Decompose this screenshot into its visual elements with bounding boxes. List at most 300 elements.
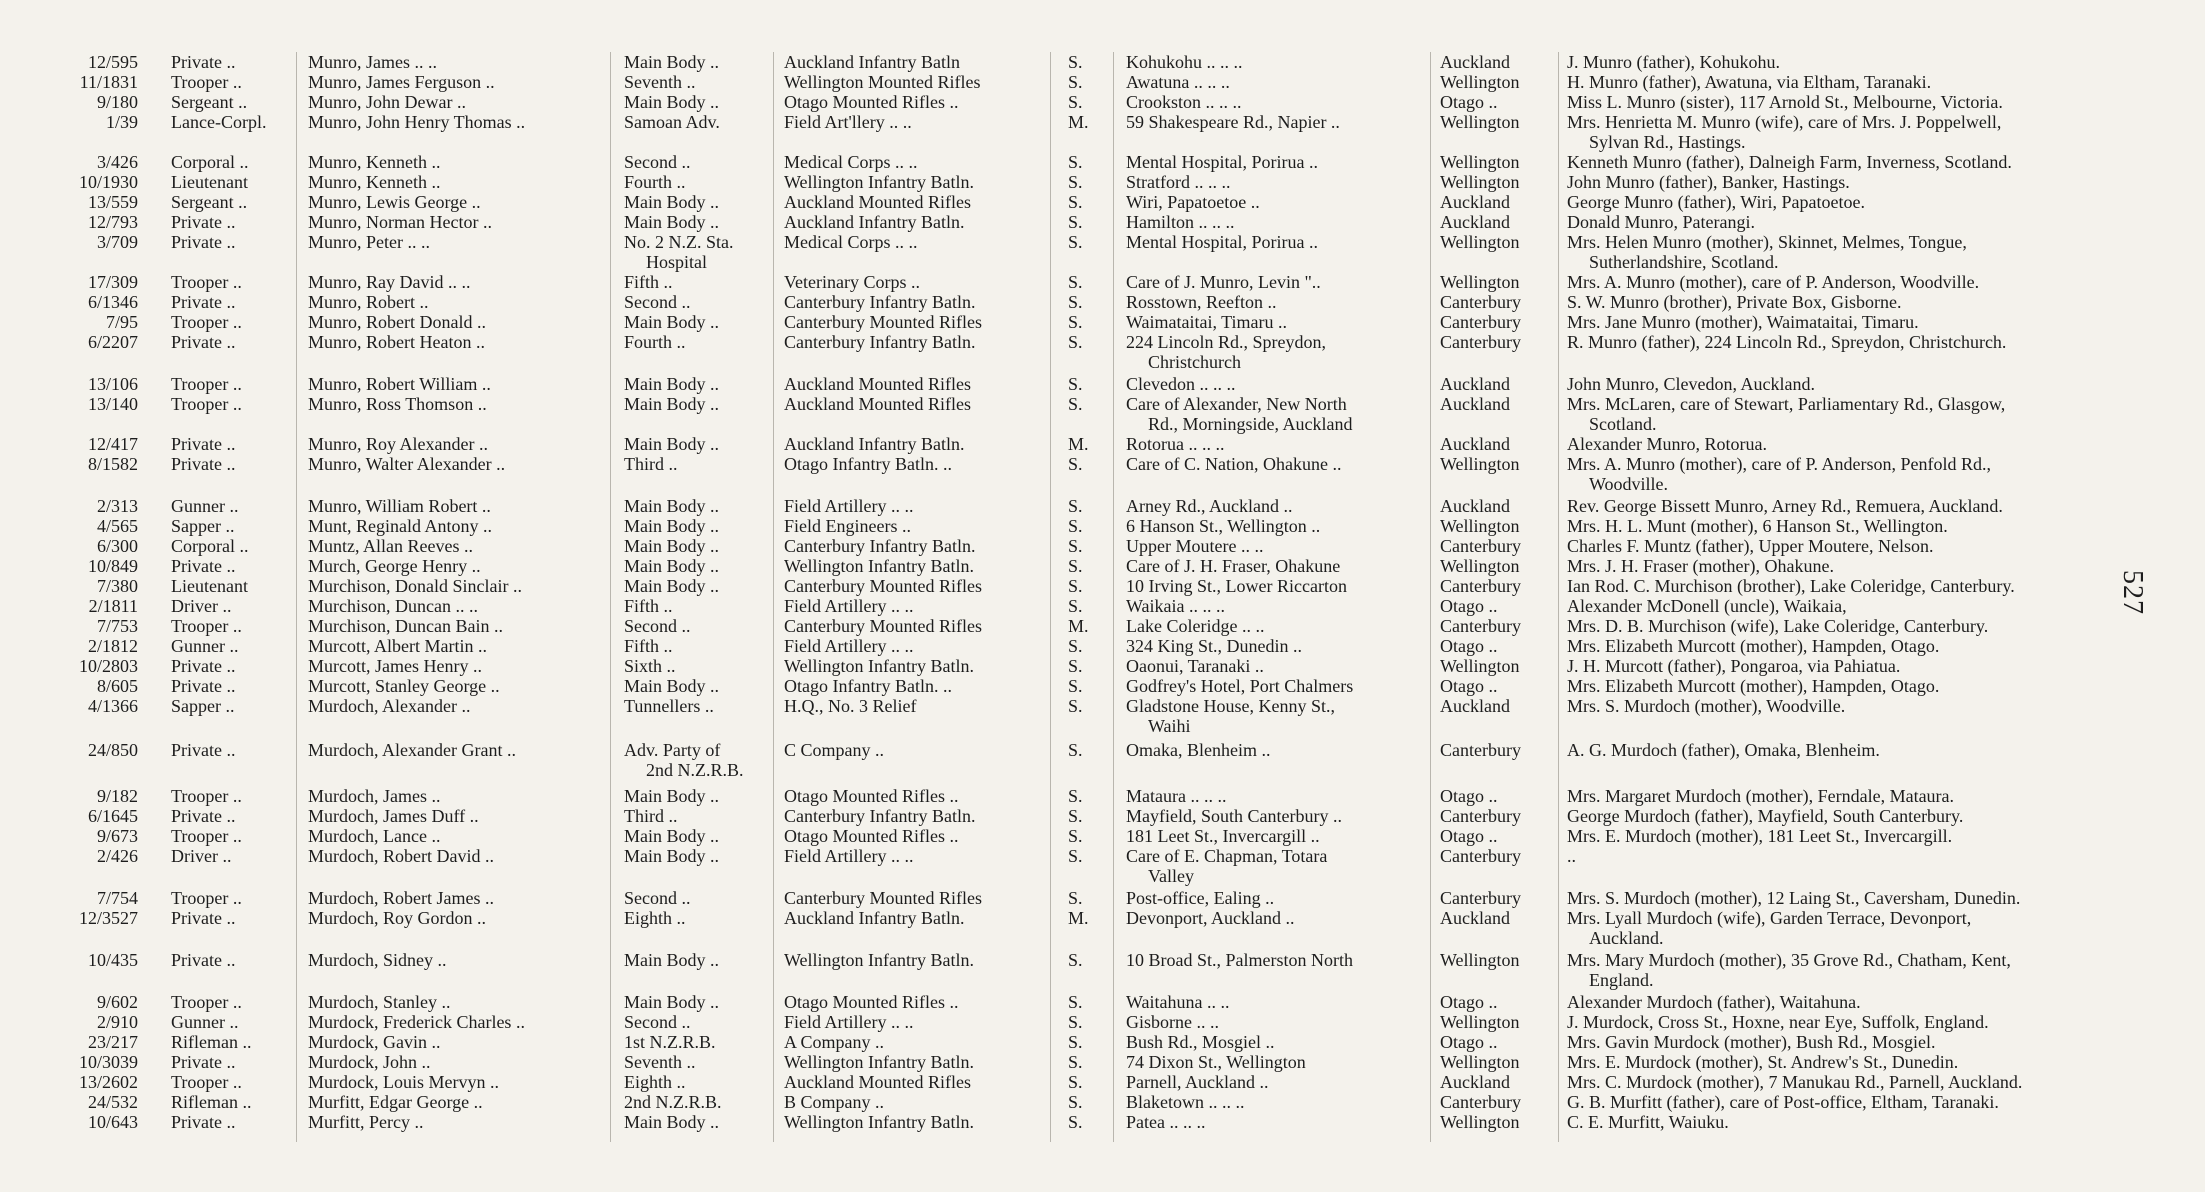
cell-unit: Fifth .. <box>624 596 673 616</box>
cell-name: Munro, Kenneth .. <box>308 172 441 192</box>
cell-address: 324 King St., Dunedin .. <box>1126 636 1303 656</box>
cell-district: Otago .. <box>1440 596 1498 616</box>
cell-name: Murdoch, Robert James .. <box>308 888 494 908</box>
cell-unit-continuation: 2nd N.Z.R.B. <box>646 760 744 780</box>
cell-next-of-kin: George Munro (father), Wiri, Papatoetoe. <box>1567 192 1866 212</box>
table-row <box>0 374 2205 394</box>
cell-corps: Canterbury Mounted Rifles <box>784 888 982 908</box>
cell-next-of-kin: Mrs. A. Munro (mother), care of P. Anderson, Penfold Rd., <box>1567 454 1991 474</box>
cell-next-of-kin: Mrs. Mary Murdoch (mother), 35 Grove Rd., Chatham, Kent, <box>1567 950 2011 970</box>
cell-regimental-number: 13/140 <box>87 394 138 414</box>
cell-regimental-number: 12/595 <box>87 52 138 72</box>
cell-unit: Main Body .. <box>624 192 720 212</box>
cell-corps: Field Art'llery .. .. <box>784 112 912 132</box>
cell-unit: Tunnellers .. <box>624 696 714 716</box>
cell-next-of-kin: Mrs. J. H. Fraser (mother), Ohakune. <box>1567 556 1834 576</box>
cell-next-of-kin: George Murdoch (father), Mayfield, South Canterbury. <box>1567 806 1964 826</box>
cell-marital-status: M. <box>1068 616 1089 636</box>
cell-unit: Fifth .. <box>624 636 673 656</box>
cell-corps: Otago Mounted Rifles .. <box>784 826 959 846</box>
cell-regimental-number: 24/850 <box>87 740 138 760</box>
cell-unit: Main Body .. <box>624 434 720 454</box>
cell-next-of-kin: Mrs. E. Murdoch (mother), 181 Leet St., Invercargill. <box>1567 826 1953 846</box>
table-row <box>0 496 2205 516</box>
cell-rank: Sapper .. <box>171 696 235 716</box>
cell-name: Murchison, Donald Sinclair .. <box>308 576 522 596</box>
cell-unit: Main Body .. <box>624 516 720 536</box>
cell-unit: Seventh .. <box>624 1052 696 1072</box>
cell-corps: Auckland Mounted Rifles <box>784 394 971 414</box>
cell-rank: Private .. <box>171 454 236 474</box>
cell-next-of-kin: Kenneth Munro (father), Dalneigh Farm, Inverness, Scotland. <box>1567 152 2012 172</box>
table-row <box>0 1112 2205 1132</box>
cell-unit: Main Body .. <box>624 1112 720 1132</box>
table-row <box>0 676 2205 696</box>
cell-next-of-kin: Mrs. Lyall Murdoch (wife), Garden Terrace, Devonport, <box>1567 908 1972 928</box>
cell-corps: Field Engineers .. <box>784 516 911 536</box>
cell-regimental-number: 17/309 <box>87 272 138 292</box>
table-row <box>0 616 2205 636</box>
cell-unit: Main Body .. <box>624 212 720 232</box>
cell-district: Auckland <box>1440 52 1510 72</box>
cell-regimental-number: 1/39 <box>105 112 138 132</box>
cell-next-of-kin: Mrs. D. B. Murchison (wife), Lake Coleridge, Canterbury. <box>1567 616 1989 636</box>
cell-district: Wellington <box>1440 454 1520 474</box>
cell-unit: Main Body .. <box>624 846 720 866</box>
cell-address: Clevedon .. .. .. <box>1126 374 1236 394</box>
cell-district: Otago .. <box>1440 92 1498 112</box>
cell-marital-status: S. <box>1068 1012 1083 1032</box>
cell-regimental-number: 10/643 <box>87 1112 138 1132</box>
cell-address: Parnell, Auckland .. <box>1126 1072 1269 1092</box>
cell-district: Auckland <box>1440 192 1510 212</box>
cell-unit: Main Body .. <box>624 92 720 112</box>
cell-address: Care of Alexander, New North <box>1126 394 1347 414</box>
cell-next-of-kin: G. B. Murfitt (father), care of Post-office, Eltham, Taranaki. <box>1567 1092 1999 1112</box>
cell-next-of-kin: Mrs. Jane Munro (mother), Waimataitai, Timaru. <box>1567 312 1919 332</box>
cell-name: Munro, James Ferguson .. <box>308 72 495 92</box>
cell-district: Auckland <box>1440 434 1510 454</box>
cell-regimental-number: 8/605 <box>96 676 138 696</box>
cell-district: Wellington <box>1440 72 1520 92</box>
cell-address: Godfrey's Hotel, Port Chalmers <box>1126 676 1354 696</box>
table-row <box>0 536 2205 556</box>
cell-marital-status: S. <box>1068 312 1083 332</box>
cell-next-of-kin: Mrs. A. Munro (mother), care of P. Anderson, Woodville. <box>1567 272 1980 292</box>
cell-address: 59 Shakespeare Rd., Napier .. <box>1126 112 1340 132</box>
cell-marital-status: S. <box>1068 676 1083 696</box>
cell-district: Wellington <box>1440 272 1520 292</box>
cell-address: Mental Hospital, Porirua .. <box>1126 152 1318 172</box>
cell-unit: Main Body .. <box>624 992 720 1012</box>
table-row <box>0 656 2205 676</box>
cell-address: Gladstone House, Kenny St., <box>1126 696 1335 716</box>
cell-corps: B Company .. <box>784 1092 885 1112</box>
cell-district: Otago .. <box>1440 786 1498 806</box>
cell-marital-status: S. <box>1068 92 1083 112</box>
table-row <box>0 312 2205 332</box>
cell-rank: Trooper .. <box>171 1072 242 1092</box>
cell-name: Munro, Norman Hector .. <box>308 212 492 232</box>
cell-rank: Private .. <box>171 908 236 928</box>
cell-rank: Private .. <box>171 292 236 312</box>
cell-name: Munro, Kenneth .. <box>308 152 441 172</box>
cell-unit: Adv. Party of <box>624 740 721 760</box>
cell-district: Auckland <box>1440 696 1510 716</box>
table-row <box>0 1032 2205 1052</box>
table-row <box>0 888 2205 908</box>
cell-district: Wellington <box>1440 1052 1520 1072</box>
cell-district: Canterbury <box>1440 806 1521 826</box>
cell-rank: Rifleman .. <box>171 1032 252 1052</box>
cell-marital-status: S. <box>1068 516 1083 536</box>
cell-next-of-kin: Alexander McDonell (uncle), Waikaia, <box>1567 596 1847 616</box>
cell-district: Canterbury <box>1440 1092 1521 1112</box>
cell-marital-status: S. <box>1068 826 1083 846</box>
cell-regimental-number: 8/1582 <box>87 454 138 474</box>
cell-corps: Wellington Mounted Rifles <box>784 72 981 92</box>
cell-next-of-kin: Alexander Munro, Rotorua. <box>1567 434 1767 454</box>
cell-district: Otago .. <box>1440 826 1498 846</box>
cell-next-of-kin: Mrs. Elizabeth Murcott (mother), Hampden, Otago. <box>1567 676 1940 696</box>
cell-marital-status: S. <box>1068 332 1083 352</box>
cell-name: Munro, Lewis George .. <box>308 192 481 212</box>
cell-regimental-number: 6/1645 <box>87 806 138 826</box>
cell-name: Murcott, James Henry .. <box>308 656 482 676</box>
cell-rank: Trooper .. <box>171 72 242 92</box>
table-row <box>0 332 2205 372</box>
cell-marital-status: S. <box>1068 212 1083 232</box>
table-row <box>0 232 2205 272</box>
cell-unit-continuation: Hospital <box>646 252 707 272</box>
cell-name: Munro, John Henry Thomas .. <box>308 112 526 132</box>
cell-corps: Otago Infantry Batln. .. <box>784 676 952 696</box>
cell-unit: Main Body .. <box>624 786 720 806</box>
cell-unit: No. 2 N.Z. Sta. <box>624 232 734 252</box>
cell-unit: Sixth .. <box>624 656 676 676</box>
table-row <box>0 192 2205 212</box>
cell-next-of-kin: Miss L. Munro (sister), 117 Arnold St., Melbourne, Victoria. <box>1567 92 2003 112</box>
table-row <box>0 826 2205 846</box>
table-row <box>0 696 2205 736</box>
cell-name: Murfitt, Edgar George .. <box>308 1092 483 1112</box>
cell-name: Murdoch, Alexander Grant .. <box>308 740 516 760</box>
cell-address: Stratford .. .. .. <box>1126 172 1231 192</box>
cell-next-of-kin: J. H. Murcott (father), Pongaroa, via Pahiatua. <box>1567 656 1901 676</box>
cell-next-of-kin: Mrs. H. L. Munt (mother), 6 Hanson St., Wellington. <box>1567 516 1948 536</box>
cell-regimental-number: 12/793 <box>87 212 138 232</box>
cell-address: Mental Hospital, Porirua .. <box>1126 232 1318 252</box>
table-row <box>0 1092 2205 1112</box>
cell-marital-status: S. <box>1068 1032 1083 1052</box>
cell-address: Bush Rd., Mosgiel .. <box>1126 1032 1275 1052</box>
cell-regimental-number: 6/2207 <box>87 332 138 352</box>
table-row <box>0 152 2205 172</box>
cell-regimental-number: 24/532 <box>87 1092 138 1112</box>
cell-unit: 2nd N.Z.R.B. <box>624 1092 722 1112</box>
cell-address: Rotorua .. .. .. <box>1126 434 1225 454</box>
cell-address: Care of J. H. Fraser, Ohakune <box>1126 556 1341 576</box>
cell-rank: Private .. <box>171 434 236 454</box>
cell-corps: Canterbury Infantry Batln. <box>784 332 976 352</box>
cell-district: Auckland <box>1440 394 1510 414</box>
cell-district: Canterbury <box>1440 292 1521 312</box>
cell-rank: Sergeant .. <box>171 192 248 212</box>
cell-address: Kohukohu .. .. .. <box>1126 52 1243 72</box>
cell-marital-status: S. <box>1068 1112 1083 1132</box>
cell-unit: Second .. <box>624 1012 691 1032</box>
cell-rank: Trooper .. <box>171 992 242 1012</box>
cell-unit: Main Body .. <box>624 394 720 414</box>
cell-corps: Medical Corps .. .. <box>784 232 918 252</box>
cell-next-of-kin: J. Murdock, Cross St., Hoxne, near Eye, Suffolk, England. <box>1567 1012 1989 1032</box>
cell-district: Otago .. <box>1440 636 1498 656</box>
cell-next-of-kin: R. Munro (father), 224 Lincoln Rd., Spreydon, Christchurch. <box>1567 332 2007 352</box>
cell-district: Auckland <box>1440 1072 1510 1092</box>
table-row <box>0 272 2205 292</box>
cell-next-of-kin: John Munro, Clevedon, Auckland. <box>1567 374 1815 394</box>
cell-address: Post-office, Ealing .. <box>1126 888 1275 908</box>
cell-address: Crookston .. .. .. <box>1126 92 1242 112</box>
cell-address: Waikaia .. .. .. <box>1126 596 1226 616</box>
cell-district: Canterbury <box>1440 576 1521 596</box>
cell-corps: Medical Corps .. .. <box>784 152 918 172</box>
cell-rank: Lance-Corpl. <box>171 112 267 132</box>
cell-address-continuation: Rd., Morningside, Auckland <box>1148 414 1353 434</box>
cell-name: Munro, Roy Alexander .. <box>308 434 488 454</box>
cell-address: 10 Broad St., Palmerston North <box>1126 950 1353 970</box>
cell-marital-status: S. <box>1068 1092 1083 1112</box>
cell-corps: Field Artillery .. .. <box>784 596 914 616</box>
cell-address: 6 Hanson St., Wellington .. <box>1126 516 1321 536</box>
cell-regimental-number: 10/849 <box>87 556 138 576</box>
cell-next-of-kin-continuation: Auckland. <box>1589 928 1664 948</box>
table-row <box>0 786 2205 806</box>
cell-next-of-kin: Ian Rod. C. Murchison (brother), Lake Coleridge, Canterbury. <box>1567 576 2015 596</box>
cell-next-of-kin-continuation: England. <box>1589 970 1654 990</box>
cell-name: Murdock, John .. <box>308 1052 431 1072</box>
cell-name: Munro, Robert Heaton .. <box>308 332 485 352</box>
cell-address: Gisborne .. .. <box>1126 1012 1219 1032</box>
cell-district: Wellington <box>1440 1112 1520 1132</box>
cell-corps: Field Artillery .. .. <box>784 496 914 516</box>
cell-regimental-number: 2/313 <box>96 496 138 516</box>
cell-corps: Otago Mounted Rifles .. <box>784 92 959 112</box>
cell-address: Care of J. Munro, Levin ".. <box>1126 272 1321 292</box>
cell-corps: Canterbury Infantry Batln. <box>784 292 976 312</box>
cell-next-of-kin: Mrs. C. Murdock (mother), 7 Manukau Rd., Parnell, Auckland. <box>1567 1072 2023 1092</box>
cell-address: Hamilton .. .. .. <box>1126 212 1235 232</box>
cell-marital-status: S. <box>1068 232 1083 252</box>
cell-unit: Main Body .. <box>624 576 720 596</box>
cell-next-of-kin: Alexander Murdoch (father), Waitahuna. <box>1567 992 1861 1012</box>
cell-regimental-number: 12/417 <box>87 434 138 454</box>
cell-address: Oaonui, Taranaki .. <box>1126 656 1264 676</box>
cell-name: Munro, Walter Alexander .. <box>308 454 506 474</box>
cell-marital-status: S. <box>1068 72 1083 92</box>
table-row <box>0 72 2205 92</box>
cell-rank: Trooper .. <box>171 826 242 846</box>
cell-name: Murchison, Duncan Bain .. <box>308 616 503 636</box>
cell-district: Wellington <box>1440 516 1520 536</box>
cell-district: Wellington <box>1440 1012 1520 1032</box>
cell-regimental-number: 2/1812 <box>87 636 138 656</box>
cell-marital-status: S. <box>1068 656 1083 676</box>
cell-next-of-kin-continuation: Sylvan Rd., Hastings. <box>1589 132 1746 152</box>
cell-name: Murdock, Gavin .. <box>308 1032 441 1052</box>
cell-name: Murcott, Stanley George .. <box>308 676 500 696</box>
cell-corps: Canterbury Mounted Rifles <box>784 616 982 636</box>
cell-unit: Main Body .. <box>624 536 720 556</box>
table-row <box>0 52 2205 72</box>
cell-district: Canterbury <box>1440 846 1521 866</box>
cell-regimental-number: 6/300 <box>96 536 138 556</box>
cell-next-of-kin: Mrs. Margaret Murdoch (mother), Ferndale, Mataura. <box>1567 786 1955 806</box>
cell-marital-status: S. <box>1068 992 1083 1012</box>
cell-next-of-kin: .. <box>1567 846 1576 866</box>
table-row <box>0 1012 2205 1032</box>
cell-name: Munro, James .. .. <box>308 52 437 72</box>
cell-corps: Auckland Mounted Rifles <box>784 192 971 212</box>
cell-corps: Field Artillery .. .. <box>784 846 914 866</box>
cell-regimental-number: 13/559 <box>87 192 138 212</box>
cell-marital-status: S. <box>1068 192 1083 212</box>
cell-unit: Main Body .. <box>624 496 720 516</box>
cell-unit: Main Body .. <box>624 556 720 576</box>
cell-address-continuation: Christchurch <box>1148 352 1241 372</box>
cell-district: Canterbury <box>1440 312 1521 332</box>
cell-corps: Wellington Infantry Batln. <box>784 1052 975 1072</box>
table-row <box>0 846 2205 886</box>
cell-unit: Third .. <box>624 806 678 826</box>
cell-unit: Fourth .. <box>624 332 686 352</box>
cell-corps: C Company .. <box>784 740 885 760</box>
table-row <box>0 1072 2205 1092</box>
cell-address: Lake Coleridge .. .. <box>1126 616 1265 636</box>
table-row <box>0 212 2205 232</box>
cell-address-continuation: Valley <box>1148 866 1194 886</box>
cell-next-of-kin-continuation: Scotland. <box>1589 414 1657 434</box>
cell-regimental-number: 7/380 <box>96 576 138 596</box>
cell-regimental-number: 9/602 <box>96 992 138 1012</box>
cell-address: Patea .. .. .. <box>1126 1112 1206 1132</box>
cell-rank: Gunner .. <box>171 1012 239 1032</box>
table-row <box>0 596 2205 616</box>
cell-unit: Fourth .. <box>624 172 686 192</box>
cell-marital-status: S. <box>1068 52 1083 72</box>
table-row <box>0 992 2205 1012</box>
cell-next-of-kin: Mrs. McLaren, care of Stewart, Parliamentary Rd., Glasgow, <box>1567 394 2006 414</box>
cell-corps: Auckland Mounted Rifles <box>784 374 971 394</box>
cell-rank: Driver .. <box>171 846 232 866</box>
cell-regimental-number: 4/1366 <box>87 696 138 716</box>
cell-rank: Private .. <box>171 1052 236 1072</box>
cell-next-of-kin: C. E. Murfitt, Waiuku. <box>1567 1112 1729 1132</box>
cell-next-of-kin: H. Munro (father), Awatuna, via Eltham, Taranaki. <box>1567 72 1932 92</box>
cell-marital-status: S. <box>1068 394 1083 414</box>
cell-address: Wiri, Papatoetoe .. <box>1126 192 1260 212</box>
cell-corps: Auckland Infantry Batln <box>784 52 960 72</box>
cell-regimental-number: 7/754 <box>96 888 138 908</box>
cell-rank: Driver .. <box>171 596 232 616</box>
table-row <box>0 950 2205 990</box>
cell-rank: Corporal .. <box>171 152 249 172</box>
cell-district: Otago .. <box>1440 1032 1498 1052</box>
cell-name: Murfitt, Percy .. <box>308 1112 424 1132</box>
cell-corps: Wellington Infantry Batln. <box>784 1112 975 1132</box>
cell-address: 10 Irving St., Lower Riccarton <box>1126 576 1347 596</box>
table-row <box>0 292 2205 312</box>
cell-rank: Trooper .. <box>171 374 242 394</box>
cell-corps: Field Artillery .. .. <box>784 636 914 656</box>
cell-district: Canterbury <box>1440 888 1521 908</box>
cell-regimental-number: 23/217 <box>87 1032 138 1052</box>
cell-address: Omaka, Blenheim .. <box>1126 740 1271 760</box>
cell-corps: Wellington Infantry Batln. <box>784 556 975 576</box>
cell-next-of-kin: J. Munro (father), Kohukohu. <box>1567 52 1780 72</box>
cell-regimental-number: 13/106 <box>87 374 138 394</box>
cell-address: 224 Lincoln Rd., Spreydon, <box>1126 332 1326 352</box>
cell-rank: Corporal .. <box>171 536 249 556</box>
cell-district: Wellington <box>1440 232 1520 252</box>
cell-address: Care of E. Chapman, Totara <box>1126 846 1328 866</box>
cell-corps: Canterbury Infantry Batln. <box>784 806 976 826</box>
cell-unit: Main Body .. <box>624 374 720 394</box>
cell-corps: Veterinary Corps .. <box>784 272 920 292</box>
cell-unit: Main Body .. <box>624 676 720 696</box>
cell-marital-status: S. <box>1068 696 1083 716</box>
cell-regimental-number: 10/2803 <box>78 656 138 676</box>
cell-rank: Trooper .. <box>171 616 242 636</box>
page-number: 527 <box>2117 570 2148 615</box>
cell-rank: Sapper .. <box>171 516 235 536</box>
cell-marital-status: S. <box>1068 272 1083 292</box>
cell-marital-status: S. <box>1068 888 1083 908</box>
cell-marital-status: S. <box>1068 846 1083 866</box>
cell-district: Auckland <box>1440 374 1510 394</box>
cell-unit: Samoan Adv. <box>624 112 720 132</box>
cell-corps: Otago Mounted Rifles .. <box>784 786 959 806</box>
cell-address: Waitahuna .. .. <box>1126 992 1230 1012</box>
cell-corps: Auckland Infantry Batln. <box>784 434 965 454</box>
cell-rank: Gunner .. <box>171 636 239 656</box>
cell-regimental-number: 9/182 <box>96 786 138 806</box>
cell-name: Murchison, Duncan .. .. <box>308 596 478 616</box>
cell-district: Canterbury <box>1440 332 1521 352</box>
cell-marital-status: S. <box>1068 1072 1083 1092</box>
cell-regimental-number: 4/565 <box>96 516 138 536</box>
cell-next-of-kin: Mrs. Gavin Murdock (mother), Bush Rd., Mosgiel. <box>1567 1032 1936 1052</box>
cell-name: Munro, Robert .. <box>308 292 429 312</box>
cell-district: Wellington <box>1440 112 1520 132</box>
cell-district: Canterbury <box>1440 616 1521 636</box>
cell-name: Murcott, Albert Martin .. <box>308 636 487 656</box>
cell-rank: Private .. <box>171 332 236 352</box>
cell-name: Munt, Reginald Antony .. <box>308 516 492 536</box>
cell-marital-status: S. <box>1068 172 1083 192</box>
cell-address: Waimataitai, Timaru .. <box>1126 312 1288 332</box>
cell-rank: Private .. <box>171 740 236 760</box>
cell-regimental-number: 2/910 <box>96 1012 138 1032</box>
cell-name: Murch, George Henry .. <box>308 556 481 576</box>
cell-corps: A Company .. <box>784 1032 885 1052</box>
cell-regimental-number: 10/435 <box>87 950 138 970</box>
cell-rank: Private .. <box>171 950 236 970</box>
cell-district: Wellington <box>1440 172 1520 192</box>
cell-corps: Otago Mounted Rifles .. <box>784 992 959 1012</box>
cell-regimental-number: 2/1811 <box>88 596 138 616</box>
cell-address: 74 Dixon St., Wellington <box>1126 1052 1306 1072</box>
